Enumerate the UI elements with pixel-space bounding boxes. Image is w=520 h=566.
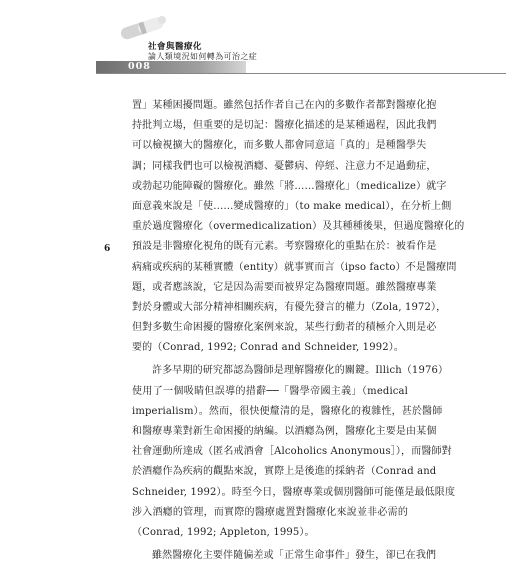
- text-line: 置」某種困擾問題。雖然包括作者自己在內的多數作者都對醫療化抱: [132, 100, 437, 111]
- text-line: 重於過度醫療化（overmedicalization）及其種種後果，但過度醫療化的: [132, 221, 465, 233]
- page-number-badge: [96, 61, 246, 73]
- text-line: 預設是非醫療化視角的既有元素。考察醫療化的重點在於：被看作是: [132, 241, 437, 253]
- text-line: 對於身體或大部分精神相關疾病，有優先發言的權力（Zola, 1972），: [132, 301, 447, 313]
- text-line: 但對多數生命困擾的醫療化案例來說，某些行動者的積極介入則是必: [132, 322, 437, 334]
- paragraph: [132, 546, 437, 566]
- text-line: imperialism）。然而，很快便釐清的是，醫療化的複雜性，甚於醫師: [132, 405, 443, 417]
- text-line: 雖然醫療化主要伴隨偏差或「正常生命事件」發生，卻已在我們: [152, 550, 437, 562]
- text-line: 或勃起功能障礙的醫療化。雖然「將……醫療化」（medicalize）就字: [132, 180, 447, 192]
- text-line: 面意義來說是「使……變成醫療的」（to make medical），在分析上側: [132, 200, 452, 212]
- text-line: 許多早期的研究都認為醫師是理解醫療化的關鍵。Illich（1976）: [152, 365, 449, 377]
- running-header: [0, 0, 520, 78]
- paragraph: [132, 361, 456, 543]
- text-line: 可以檢視擴大的醫療化，而多數人都會同意這「真的」是種醫學失: [132, 140, 427, 152]
- text-line: 病痛或疾病的某種實體（entity）就事實而言（ipso facto）不是醫療問: [132, 261, 457, 273]
- original-page-marker: 6: [104, 244, 111, 254]
- page-number: 008: [128, 61, 151, 72]
- header-rule: [96, 73, 506, 74]
- book-subtitle: 論人類境況如何轉為可治之症: [148, 52, 258, 61]
- text-line: 涉入酒癮的管理，而實際的醫療處置對醫療化來說並非必需的: [132, 506, 408, 518]
- text-line: 持批判立場，但重要的是切記：醫療化描述的是某種過程，因此我們: [132, 120, 437, 132]
- body-text: [132, 96, 465, 566]
- text-line: 題，或者應該說，它是因為需要而被界定為醫療問題。雖然醫療專業: [132, 281, 437, 293]
- text-line: 和醫療專業對新生命困擾的納編。以酒癮為例，醫療化主要是由某個: [132, 426, 437, 437]
- text-line: 使用了一個吸睛但誤導的措辭──「醫學帝國主義」（medical: [132, 385, 408, 397]
- paragraph: [132, 96, 465, 358]
- text-line: Schneider, 1992）。時至今日，醫療專業或個別醫師可能僅是最低限度: [132, 486, 456, 498]
- text-line: 於酒癮作為疾病的觀點來說，實際上是後進的採納者（Conrad and: [132, 466, 437, 478]
- text-line: 社會運動所達成（匿名戒酒會［Alcoholics Anonymous］），而醫師對: [132, 446, 452, 458]
- capsule-pill-icon: [116, 14, 176, 40]
- text-line: （Conrad, 1992; Appleton, 1995）。: [132, 526, 315, 538]
- text-line: 調；同樣我們也可以檢視酒癮、憂鬱病、停經、注意力不足過動症，: [132, 160, 437, 172]
- book-title: 社會與醫療化: [148, 42, 203, 52]
- text-line: 要的（Conrad, 1992; Conrad and Schneider, 1992）。: [132, 342, 405, 354]
